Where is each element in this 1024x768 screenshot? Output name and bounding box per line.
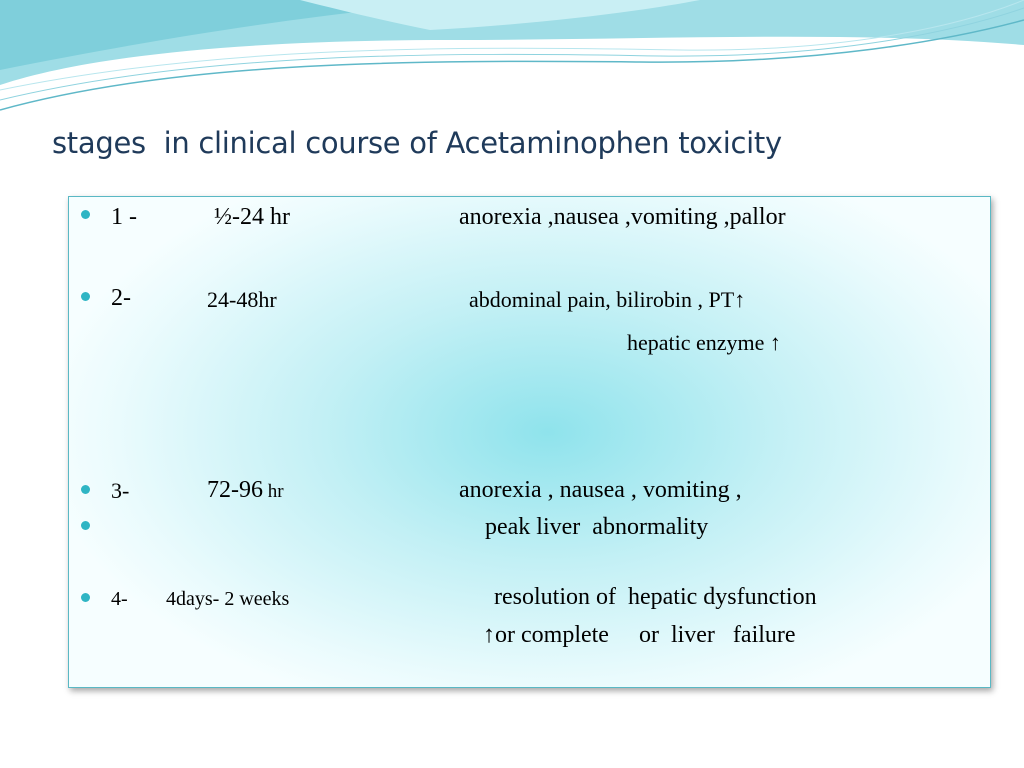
stage-findings: abdominal pain, bilirobin , PT↑ xyxy=(469,287,746,312)
stage-time-unit: hr xyxy=(263,481,284,502)
stage-findings-continued: ↑or complete or liver failure xyxy=(483,622,796,648)
stage-number: 4- xyxy=(111,588,128,610)
bullet-icon xyxy=(81,292,90,301)
stage-time: 4days- 2 weeks xyxy=(166,588,290,610)
stage-time: 24-48hr xyxy=(207,287,277,312)
stage-time: ½-24 hr xyxy=(214,204,290,230)
stage-time xyxy=(207,478,284,502)
stage-findings: anorexia , nausea , vomiting , xyxy=(459,477,742,503)
stage-time-value: 72-96 xyxy=(207,477,263,503)
content-panel xyxy=(68,196,991,688)
header-wave-decoration xyxy=(0,0,1024,120)
stage-number: 1 - xyxy=(111,204,137,230)
page-title: stages in clinical course of Acetaminophen toxicity xyxy=(52,126,782,160)
stage-findings-continued: hepatic enzyme ↑ xyxy=(627,330,781,355)
bullet-icon xyxy=(81,593,90,602)
stage-findings: anorexia ,nausea ,vomiting ,pallor xyxy=(459,204,786,230)
stage-findings: resolution of hepatic dysfunction xyxy=(494,584,817,610)
bullet-icon xyxy=(81,485,90,494)
stage-number: 2- xyxy=(111,285,131,311)
bullet-icon xyxy=(81,521,90,530)
stage-findings-continued: peak liver abnormality xyxy=(485,514,709,540)
stage-number: 3- xyxy=(111,478,130,503)
bullet-icon xyxy=(81,210,90,219)
